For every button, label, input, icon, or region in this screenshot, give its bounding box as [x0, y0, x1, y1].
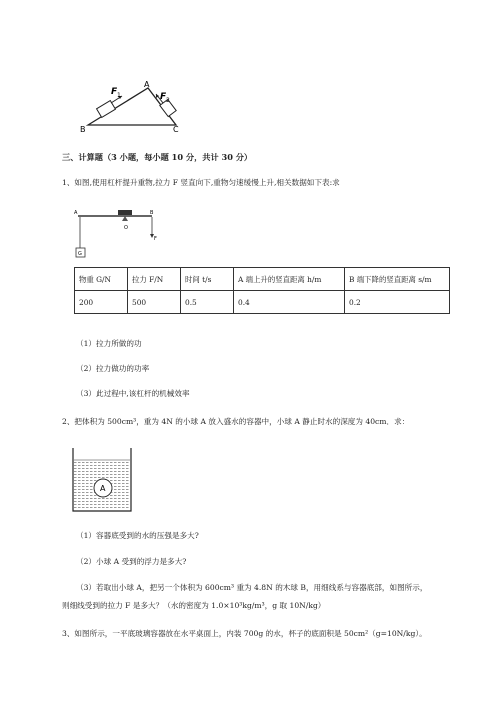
container-figure [70, 446, 134, 514]
lever-figure [72, 206, 164, 262]
label-f2-sub: 2 [166, 97, 170, 104]
table-header-cell: B 端下降的竖直距离 s/m [345, 268, 450, 291]
q2-sub2: （2）小球 A 受到的浮力是多大? [76, 557, 187, 566]
q1-text: 1、如图,使用杠杆提升重物,拉力 F 竖直向下,重物匀速缓慢上升,相关数据如下表:求 [62, 178, 340, 187]
table-cell: 200 [75, 291, 128, 314]
label-b: B [80, 125, 86, 134]
label-g: G [78, 251, 82, 257]
label-a: A [144, 80, 150, 89]
q2-sub3-line2: 则细线受到的拉力 F 是多大？（水的密度为 1.0×10³kg/m³，g 取 10N/kg） [62, 601, 326, 610]
table-header-cell: 物重 G/N [75, 268, 128, 291]
incline-figure [78, 78, 188, 136]
q2-sub3-line1: （3）若取出小球 A，把另一个体积为 600cm³ 重为 4.8N 的木球 B，用细线系与容器底部，如图所示， [76, 583, 428, 592]
label-f2: F [160, 92, 167, 102]
label-a: A [100, 484, 106, 493]
q2-text: 2、把体积为 500cm³，重为 4N 的小球 A 放入盛水的容器中，小球 A 静止时水的深度为 40cm．求： [62, 417, 410, 426]
label-b: B [150, 210, 154, 216]
label-f: F [154, 236, 157, 242]
q1-sub1: （1）拉力所做的功 [76, 339, 142, 348]
q3-text: 3、如图所示，一平底玻璃容器放在水平桌面上，内装 700g 的水，杯子的底面积是 50cm²（g=10N/kg）。 [62, 629, 427, 638]
label-o: O [124, 225, 128, 231]
label-f1-sub: 1 [117, 92, 121, 99]
label-f1: F [111, 87, 118, 97]
section-title: 三、计算题（3 小题，每小题 10 分，共计 30 分） [62, 152, 253, 162]
table-header-cell: 时间 t/s [181, 268, 234, 291]
table-cell: 0.4 [234, 291, 345, 314]
block-left [97, 101, 116, 118]
q1-sub3: （3）此过程中,该杠杆的机械效率 [76, 389, 190, 398]
q1-sub2: （2）拉力做功的功率 [76, 364, 150, 373]
table-cell: 0.5 [181, 291, 234, 314]
q2-sub1: （1）容器底受到的水的压强是多大? [76, 531, 199, 540]
table-header-row [75, 268, 450, 291]
pivot-support [118, 210, 132, 215]
label-c: C [173, 125, 179, 134]
data-table [74, 267, 450, 314]
table-row [75, 291, 450, 314]
table-cell: 500 [128, 291, 181, 314]
table-header-cell: 拉力 F/N [128, 268, 181, 291]
table-cell: 0.2 [345, 291, 450, 314]
label-a: A [74, 210, 78, 216]
table-header-cell: A 端上升的竖直距离 h/m [234, 268, 345, 291]
